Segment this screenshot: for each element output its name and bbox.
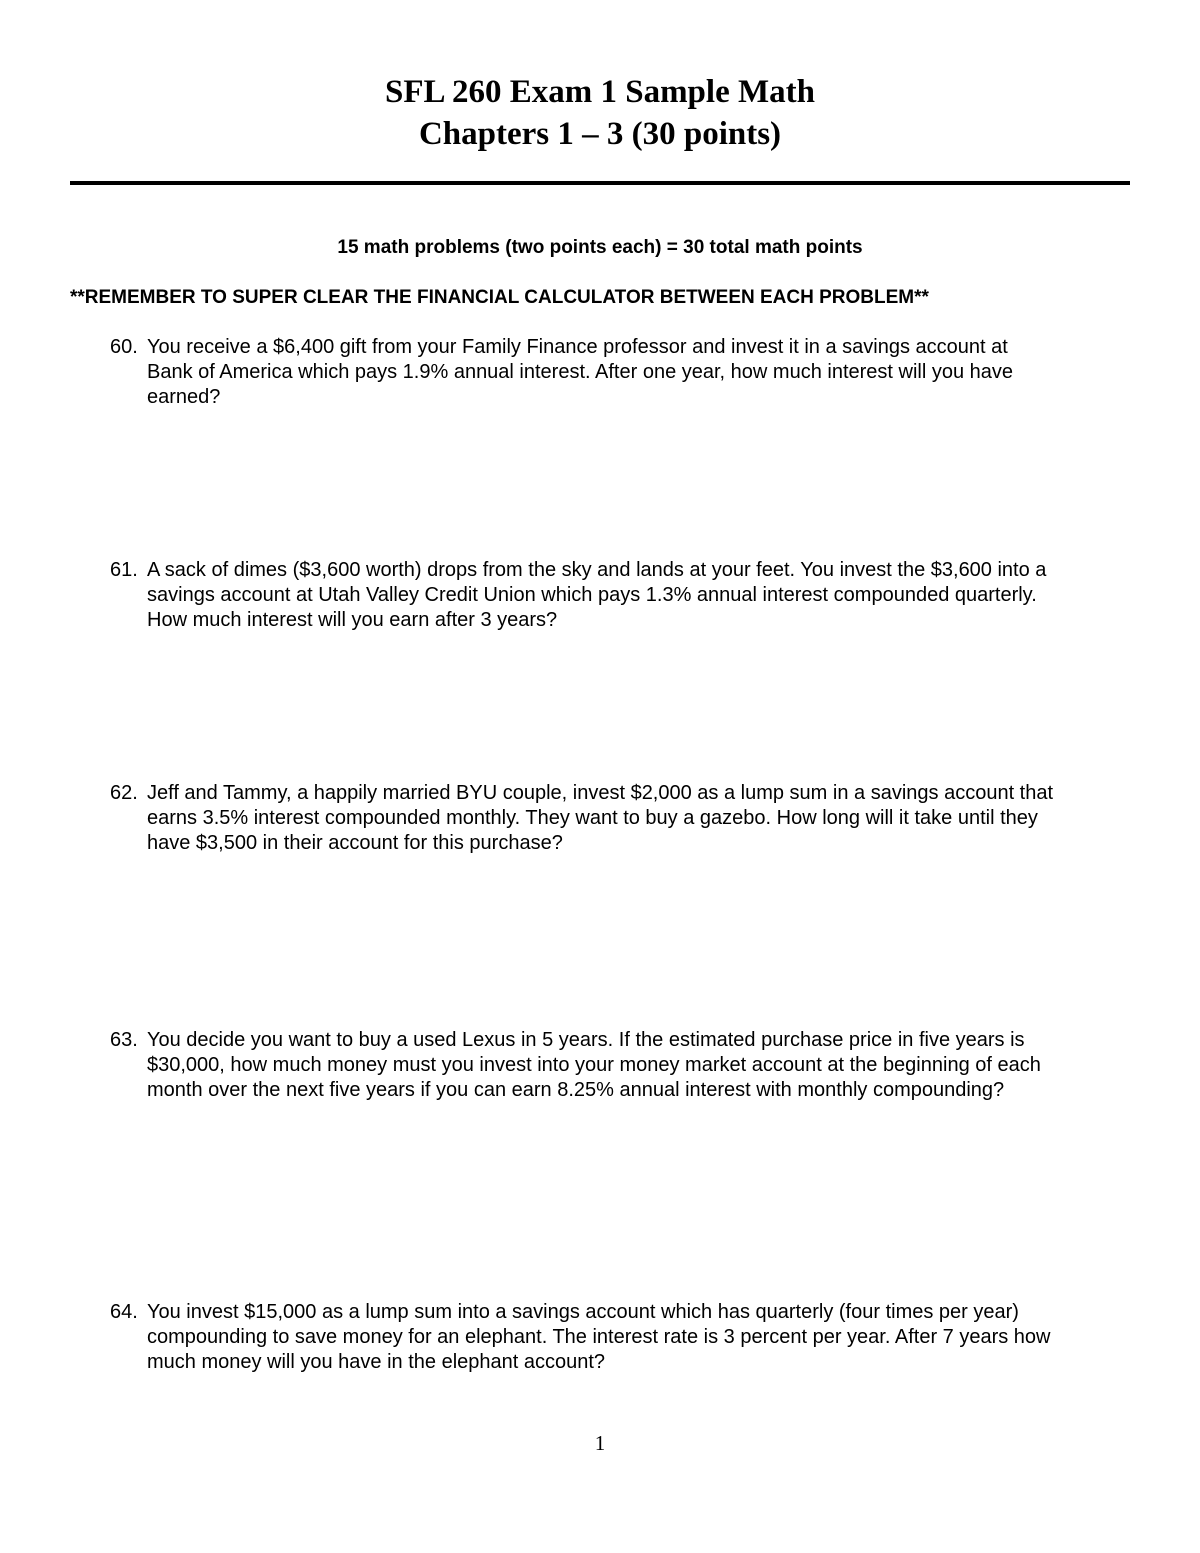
question-text — [147, 558, 1140, 633]
question-text — [147, 335, 1140, 410]
question-text-line: much money will you have in the elephant account? — [147, 1351, 606, 1373]
question-62 — [110, 781, 1140, 856]
question-text — [147, 1300, 1140, 1375]
question-number: 63. — [110, 1029, 138, 1051]
question-text-line: have $3,500 in their account for this purchase? — [147, 832, 563, 854]
question-61 — [110, 558, 1140, 633]
question-text-line: You receive a $6,400 gift from your Family Finance professor and invest it in a savings account at — [147, 336, 1008, 358]
question-number: 62. — [110, 782, 138, 804]
question-number: 64. — [110, 1301, 138, 1323]
calculator-reminder: **REMEMBER TO SUPER CLEAR THE FINANCIAL CALCULATOR BETWEEN EACH PROBLEM** — [70, 287, 929, 308]
question-text-line: Jeff and Tammy, a happily married BYU couple, invest $2,000 as a lump sum in a savings account that — [147, 782, 1054, 804]
question-text-line: savings account at Utah Valley Credit Union which pays 1.3% annual interest compounded quarterly. — [147, 584, 1037, 606]
page-number: 1 — [594, 1431, 606, 1455]
question-text-line: earns 3.5% interest compounded monthly. They want to buy a gazebo. How long will it take until they — [147, 807, 1038, 829]
question-text-line: How much interest will you earn after 3 years? — [147, 609, 558, 631]
question-number: 60. — [110, 336, 138, 358]
question-63 — [110, 1028, 1140, 1103]
points-summary: 15 math problems (two points each) = 30 total math points — [337, 237, 863, 258]
page-subtitle: Chapters 1 – 3 (30 points) — [418, 116, 782, 152]
question-text-line: You invest $15,000 as a lump sum into a savings account which has quarterly (four times per year) — [147, 1301, 1019, 1323]
question-60 — [110, 335, 1140, 410]
question-64 — [110, 1300, 1140, 1375]
question-text-line: Bank of America which pays 1.9% annual interest. After one year, how much interest will you have — [147, 361, 1014, 383]
page-title: SFL 260 Exam 1 Sample Math — [385, 74, 815, 110]
question-text-line: You decide you want to buy a used Lexus in 5 years. If the estimated purchase price in five years is — [147, 1029, 1025, 1051]
question-text-line: A sack of dimes ($3,600 worth) drops from the sky and lands at your feet. You invest the $3,600 into a — [147, 559, 1047, 581]
question-text-line: compounding to save money for an elephant. The interest rate is 3 percent per year. After 7 years how — [147, 1326, 1051, 1348]
question-text — [147, 1028, 1140, 1103]
title-divider — [70, 181, 1130, 185]
question-text-line: earned? — [147, 386, 221, 408]
question-text — [147, 781, 1140, 856]
question-text-line: month over the next five years if you can earn 8.25% annual interest with monthly compounding? — [147, 1079, 1005, 1101]
question-text-line: $30,000, how much money must you invest into your money market account at the beginning of each — [147, 1054, 1041, 1076]
question-number: 61. — [110, 559, 138, 581]
